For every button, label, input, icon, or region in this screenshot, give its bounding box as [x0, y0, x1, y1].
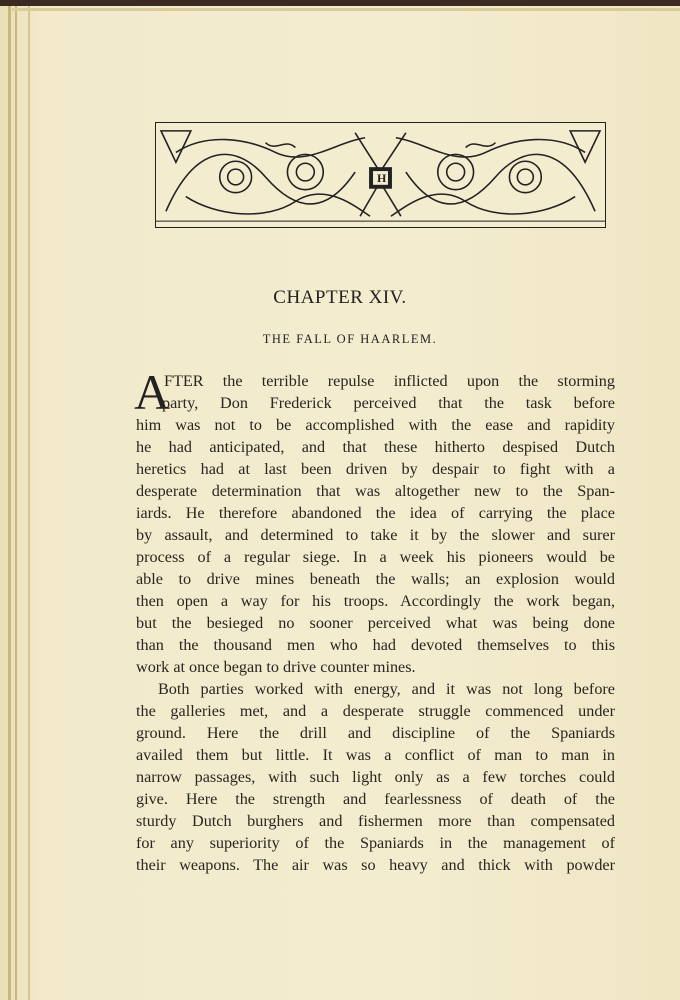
- text-line: by assault, and determined to take it by the slower and surer: [136, 526, 615, 544]
- text-line: narrow passages, with such light only as a few torches could: [136, 768, 615, 786]
- text-line: for any superiority of the Spaniards in the management of: [136, 834, 615, 852]
- drop-cap: A: [134, 364, 171, 420]
- text-line: availed them but little. It was a conflict of man to man in: [136, 746, 615, 764]
- text-line: FTER the terrible repulse inflicted upon the storming: [164, 372, 615, 390]
- chapter-title: THE FALL OF HAARLEM.: [262, 332, 438, 346]
- text-line: give. Here the strength and fearlessness of death of the: [136, 790, 615, 808]
- text-line: sturdy Dutch burghers and fishermen more than compensated: [136, 812, 615, 830]
- text-line: party, Don Frederick perceived that the task before: [162, 394, 615, 412]
- page-edge: [28, 6, 30, 1000]
- chapter-heading: CHAPTER XIV.: [273, 287, 407, 308]
- text-line: than the thousand men who had devoted themselves to this: [136, 636, 615, 654]
- text-line: heretics had at last been driven by despair to fight with a: [136, 460, 615, 478]
- text-line: Both parties worked with energy, and it was not long before: [158, 680, 615, 698]
- text-line: the galleries met, and a desperate struggle commenced under: [136, 702, 615, 720]
- page-top-edge: [12, 8, 680, 11]
- text-line: process of a regular siege. In a week his pioneers would be: [136, 548, 615, 566]
- text-line: ground. Here the drill and discipline of the Spaniards: [136, 724, 615, 742]
- text-line: him was not to be accomplished with the ease and rapidity: [136, 416, 615, 434]
- text-line: iards. He therefore abandoned the idea of carrying the place: [136, 504, 615, 522]
- page-edge: [8, 6, 11, 1000]
- page-edge: [15, 6, 17, 1000]
- ornament-letter: H: [377, 171, 387, 185]
- headpiece-ornament: [155, 122, 606, 228]
- chapter-body: [134, 364, 615, 876]
- text-line: their weapons. The air was so heavy and thick with powder: [136, 856, 615, 874]
- text-line: but the besieged no sooner perceived what was being done: [136, 614, 615, 632]
- text-line: desperate determination that was altogether new to the Span-: [136, 482, 615, 500]
- text-line: able to drive mines beneath the walls; an explosion would: [136, 570, 615, 588]
- text-line: then open a way for his troops. Accordingly the work began,: [136, 592, 615, 610]
- text-line: he had anticipated, and that these hitherto despised Dutch: [136, 438, 615, 456]
- text-line: work at once began to drive counter mines.: [136, 658, 416, 676]
